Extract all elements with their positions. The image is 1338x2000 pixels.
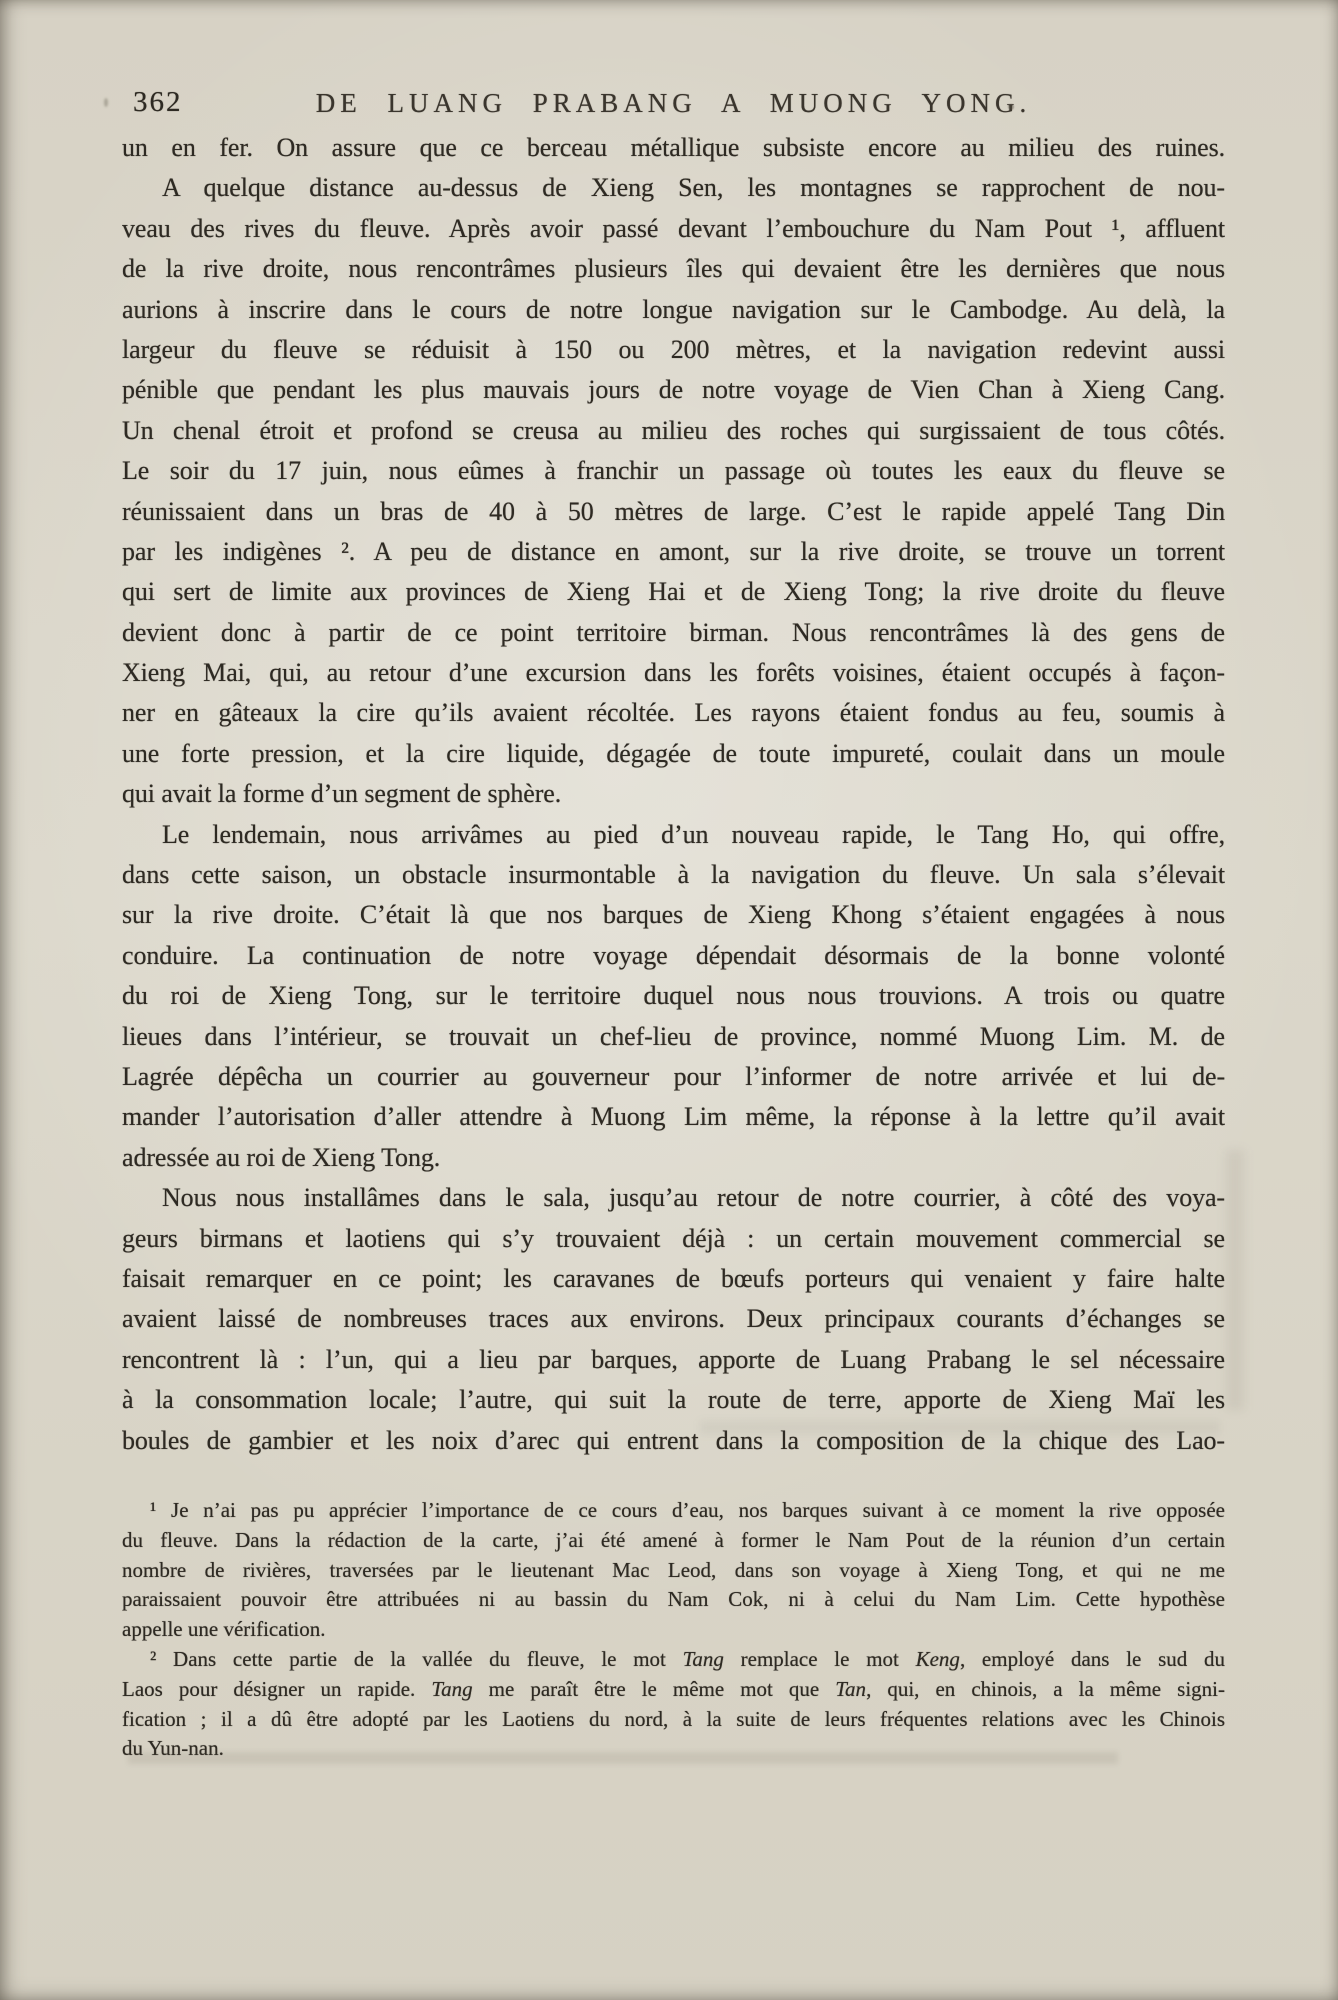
text-line: veau des rives du fleuve. Après avoir passé devant l’embouchure du Nam Pout ¹, affluent bbox=[122, 213, 1225, 243]
paragraph-4 bbox=[122, 1178, 1225, 1461]
text-line: adressée au roi de Xieng Tong. bbox=[122, 1142, 441, 1172]
text-line: conduire. La continuation de notre voyage dépendait désormais de la bonne volonté bbox=[122, 940, 1225, 970]
text-line: réunissaient dans un bras de 40 à 50 mètres de large. C’est le rapide appelé Tang Din bbox=[122, 496, 1225, 526]
footnote-line: nombre de rivières, traversées par le lieutenant Mac Leod, dans son voyage à Xieng Tong, et qui ne me bbox=[122, 1557, 1225, 1582]
text-line: mander l’autorisation d’aller attendre à Muong Lim même, la réponse à la lettre qu’il avait bbox=[122, 1102, 1225, 1132]
text-line: de la rive droite, nous rencontrâmes plusieurs îles qui devaient être les dernières que nous bbox=[122, 254, 1225, 284]
footnote-text: , qui, en chinois, a la même signi- bbox=[866, 1676, 1225, 1701]
text-line: une forte pression, et la cire liquide, dégagée de toute impureté, coulait dans un moule bbox=[122, 738, 1225, 768]
footnote-line: du Yun-nan. bbox=[122, 1736, 224, 1761]
paragraph-1 bbox=[122, 128, 1225, 168]
italic-term: Tan bbox=[835, 1676, 867, 1701]
text-line: du roi de Xieng Tong, sur le territoire duquel nous nous trouvions. A trois ou quatre bbox=[122, 981, 1225, 1011]
paragraph-3 bbox=[122, 815, 1225, 1179]
footnote-line: du fleuve. Dans la rédaction de la carte, j’ai été amené à former le Nam Pout de la réunion d’un certain bbox=[122, 1527, 1225, 1552]
text-line: par les indigènes ². A peu de distance en amont, sur la rive droite, se trouve un torrent bbox=[122, 536, 1225, 566]
paragraph-2 bbox=[122, 168, 1225, 814]
text-line: dans cette saison, un obstacle insurmontable à la navigation du fleuve. Un sala s’élevait bbox=[122, 860, 1225, 890]
text-line: aurions à inscrire dans le cours de notre longue navigation sur le Cambodge. Au delà, la bbox=[122, 294, 1225, 324]
footnote-1 bbox=[122, 1496, 1225, 1645]
text-line: Le lendemain, nous arrivâmes au pied d’un nouveau rapide, le Tang Ho, qui offre, bbox=[162, 819, 1225, 849]
text-line: lieues dans l’intérieur, se trouvait un chef-lieu de province, nommé Muong Lim. M. de bbox=[122, 1021, 1225, 1051]
footnote-line: paraissaient pouvoir être attribuées ni au bassin du Nam Cok, ni à celui du Nam Lim. Cette hypothèse bbox=[122, 1587, 1225, 1612]
text-line: boules de gambier et les noix d’arec qui entrent dans la composition de la chique des Lao- bbox=[122, 1425, 1225, 1455]
ink-speck bbox=[104, 98, 108, 107]
running-title: DE LUANG PRABANG A MUONG YONG. bbox=[315, 88, 1032, 118]
text-line: Xieng Mai, qui, au retour d’une excursion dans les forêts voisines, étaient occupés à façon- bbox=[122, 658, 1225, 688]
text-line: rencontrent là : l’un, qui a lieu par barques, apporte de Luang Prabang le sel nécessaire bbox=[122, 1344, 1225, 1374]
text-line: faisait remarquer en ce point; les caravanes de bœufs porteurs qui venaient y faire halte bbox=[122, 1263, 1225, 1293]
footnote-text: ² Dans cette partie de la vallée du fleuve, le mot bbox=[150, 1646, 683, 1671]
footnote-text: Laos pour désigner un rapide. bbox=[122, 1676, 432, 1701]
footnote-line bbox=[122, 1675, 1225, 1705]
text-line: geurs birmans et laotiens qui s’y trouvaient déjà : un certain mouvement commercial se bbox=[122, 1223, 1225, 1253]
italic-term: Tang bbox=[431, 1676, 473, 1701]
footnote-text: , employé dans le sud du bbox=[959, 1646, 1225, 1671]
text-line: avaient laissé de nombreuses traces aux environs. Deux principaux courants d’échanges se bbox=[122, 1304, 1225, 1334]
text-line: devient donc à partir de ce point territoire birman. Nous rencontrâmes là des gens de bbox=[122, 617, 1225, 647]
footnotes bbox=[122, 1496, 1225, 1764]
text-line: Un chenal étroit et profond se creusa au milieu des roches qui surgissaient de tous côtés. bbox=[122, 415, 1225, 445]
footnote-line: fication ; il a dû être adopté par les Laotiens du nord, à la suite de leurs fréquentes relations avec les Chinois bbox=[122, 1706, 1225, 1731]
body-text bbox=[122, 128, 1225, 1461]
text-line: Nous nous installâmes dans le sala, jusqu’au retour de notre courrier, à côté des voya- bbox=[162, 1183, 1225, 1213]
footnote-text: me paraît être le même mot que bbox=[472, 1676, 836, 1701]
footnote-line: appelle une vérification. bbox=[122, 1617, 326, 1642]
italic-term: Tang bbox=[682, 1646, 724, 1671]
text-line: A quelque distance au-dessus de Xieng Sen, les montagnes se rapprochent de nou- bbox=[162, 173, 1225, 203]
italic-term: Keng bbox=[915, 1646, 960, 1671]
scan-smudge bbox=[1226, 1150, 1244, 1410]
footnote-text: remplace le mot bbox=[723, 1646, 916, 1671]
text-line: un en fer. On assure que ce berceau métallique subsiste encore au milieu des ruines. bbox=[122, 133, 1225, 162]
text-line: à la consommation locale; l’autre, qui suit la route de terre, apporte de Xieng Maï les bbox=[122, 1385, 1225, 1415]
page-number: 362 bbox=[133, 86, 183, 118]
text-line: largeur du fleuve se réduisit à 150 ou 200 mètres, et la navigation redevint aussi bbox=[122, 334, 1225, 364]
footnote-2 bbox=[122, 1645, 1225, 1764]
footnote-line bbox=[122, 1645, 1225, 1675]
text-line: sur la rive droite. C’était là que nos barques de Xieng Khong s’étaient engagées à nous bbox=[122, 900, 1225, 930]
text-line: pénible que pendant les plus mauvais jours de notre voyage de Vien Chan à Xieng Cang. bbox=[122, 375, 1225, 405]
text-line: qui sert de limite aux provinces de Xieng Hai et de Xieng Tong; la rive droite du fleuve bbox=[122, 577, 1225, 607]
text-line: Le soir du 17 juin, nous eûmes à franchir un passage où toutes les eaux du fleuve se bbox=[122, 456, 1225, 486]
text-line: ner en gâteaux la cire qu’ils avaient récoltée. Les rayons étaient fondus au feu, soumis à bbox=[122, 698, 1225, 728]
text-line: Lagrée dépêcha un courrier au gouverneur pour l’informer de notre arrivée et lui de- bbox=[122, 1061, 1225, 1091]
footnote-line: ¹ Je n’ai pas pu apprécier l’importance de ce cours d’eau, nos barques suivant à ce moment la rive opposée bbox=[150, 1498, 1225, 1522]
text-line: qui avait la forme d’un segment de sphère. bbox=[122, 779, 562, 809]
